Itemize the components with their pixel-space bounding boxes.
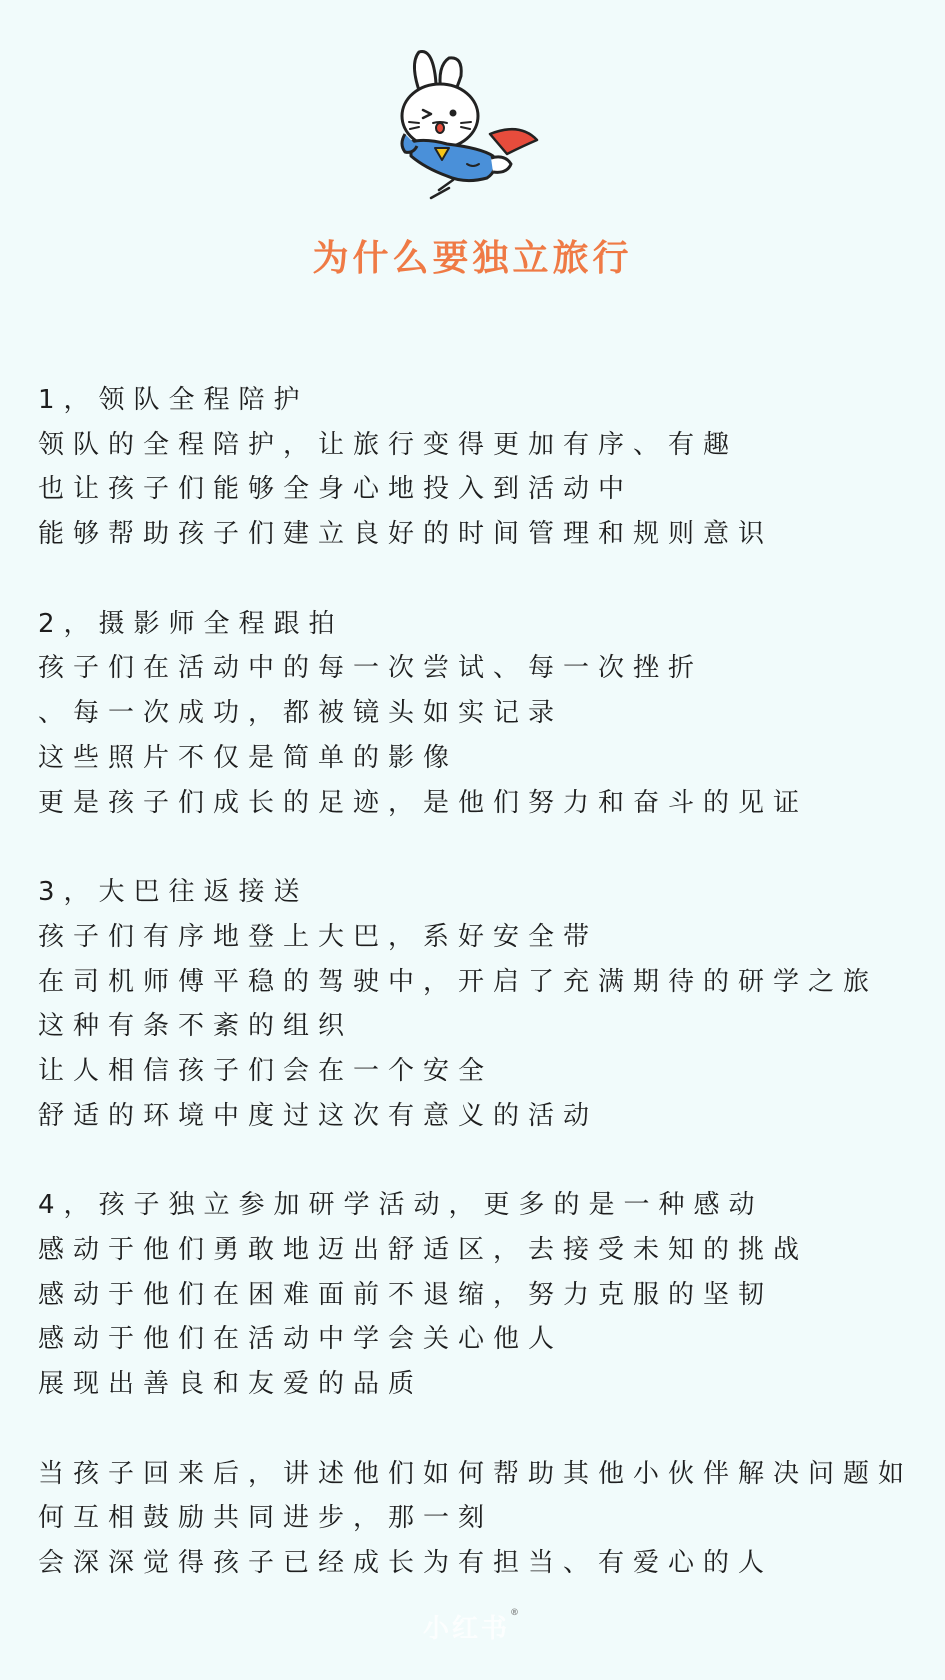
paragraph-line: 展现出善良和友爱的品质 (38, 1369, 424, 1400)
paragraph-line: 感动于他们勇敢地迈出舒适区，去接受未知的挑战 (38, 1235, 809, 1265)
flying-superhero-bunny-icon (395, 44, 555, 214)
section-bus-transfer (38, 870, 918, 1138)
paragraph-line: 会深深觉得孩子已经成长为有担当、有爱心的人 (38, 1548, 774, 1579)
paragraph-line: 何互相鼓励共同进步，那一刻 (38, 1503, 494, 1534)
paragraph-line: 让人相信孩子们会在一个安全 (38, 1055, 494, 1086)
section-heading: 4，孩子独立参加研学活动，更多的是一种感动 (38, 1190, 764, 1221)
paragraph-line: 当孩子回来后，讲述他们如何帮助其他小伙伴解决问题如 (38, 1458, 914, 1489)
paragraph-line: 感动于他们在困难面前不退缩，努力克服的坚韧 (38, 1279, 774, 1310)
paragraph-line: 孩子们在活动中的每一次尝试、每一次挫折 (38, 653, 704, 684)
section-heading: 3，大巴往返接送 (38, 877, 309, 908)
section-heading: 2，摄影师全程跟拍 (38, 608, 344, 639)
paragraph-line: 这种有条不紊的组织 (38, 1011, 354, 1042)
page-title: 为什么要独立旅行 (312, 238, 633, 279)
watermark (0, 1608, 945, 1645)
paragraph-line: 领队的全程陪护，让旅行变得更加有序、有趣 (38, 429, 739, 460)
paragraph-line: 舒适的环境中度过这次有意义的活动 (38, 1100, 599, 1131)
paragraph-line: 在司机师傅平稳的驾驶中，开启了充满期待的研学之旅 (38, 966, 879, 997)
registered-mark: ® (510, 1608, 522, 1618)
section-conclusion (38, 1452, 918, 1586)
paragraph-line: 更是孩子们成长的足迹，是他们努力和奋斗的见证 (38, 787, 809, 818)
paragraph-line: 也让孩子们能够全身心地投入到活动中 (38, 474, 634, 505)
section-photographer (38, 602, 918, 825)
section-independent-study (38, 1183, 918, 1406)
article-body (38, 378, 918, 1586)
paragraph-line: 这些照片不仅是简单的影像 (38, 742, 459, 773)
paragraph-line: 感动于他们在活动中学会关心他人 (38, 1324, 564, 1355)
paragraph-line: 孩子们有序地登上大巴，系好安全带 (38, 921, 599, 952)
paragraph-line: 能够帮助孩子们建立良好的时间管理和规则意识 (38, 519, 774, 550)
section-heading: 1，领队全程陪护 (38, 385, 309, 415)
watermark-text: 小红书 (422, 1614, 510, 1644)
paragraph-line: 、每一次成功，都被镜头如实记录 (38, 698, 564, 729)
section-team-leader (38, 378, 918, 557)
